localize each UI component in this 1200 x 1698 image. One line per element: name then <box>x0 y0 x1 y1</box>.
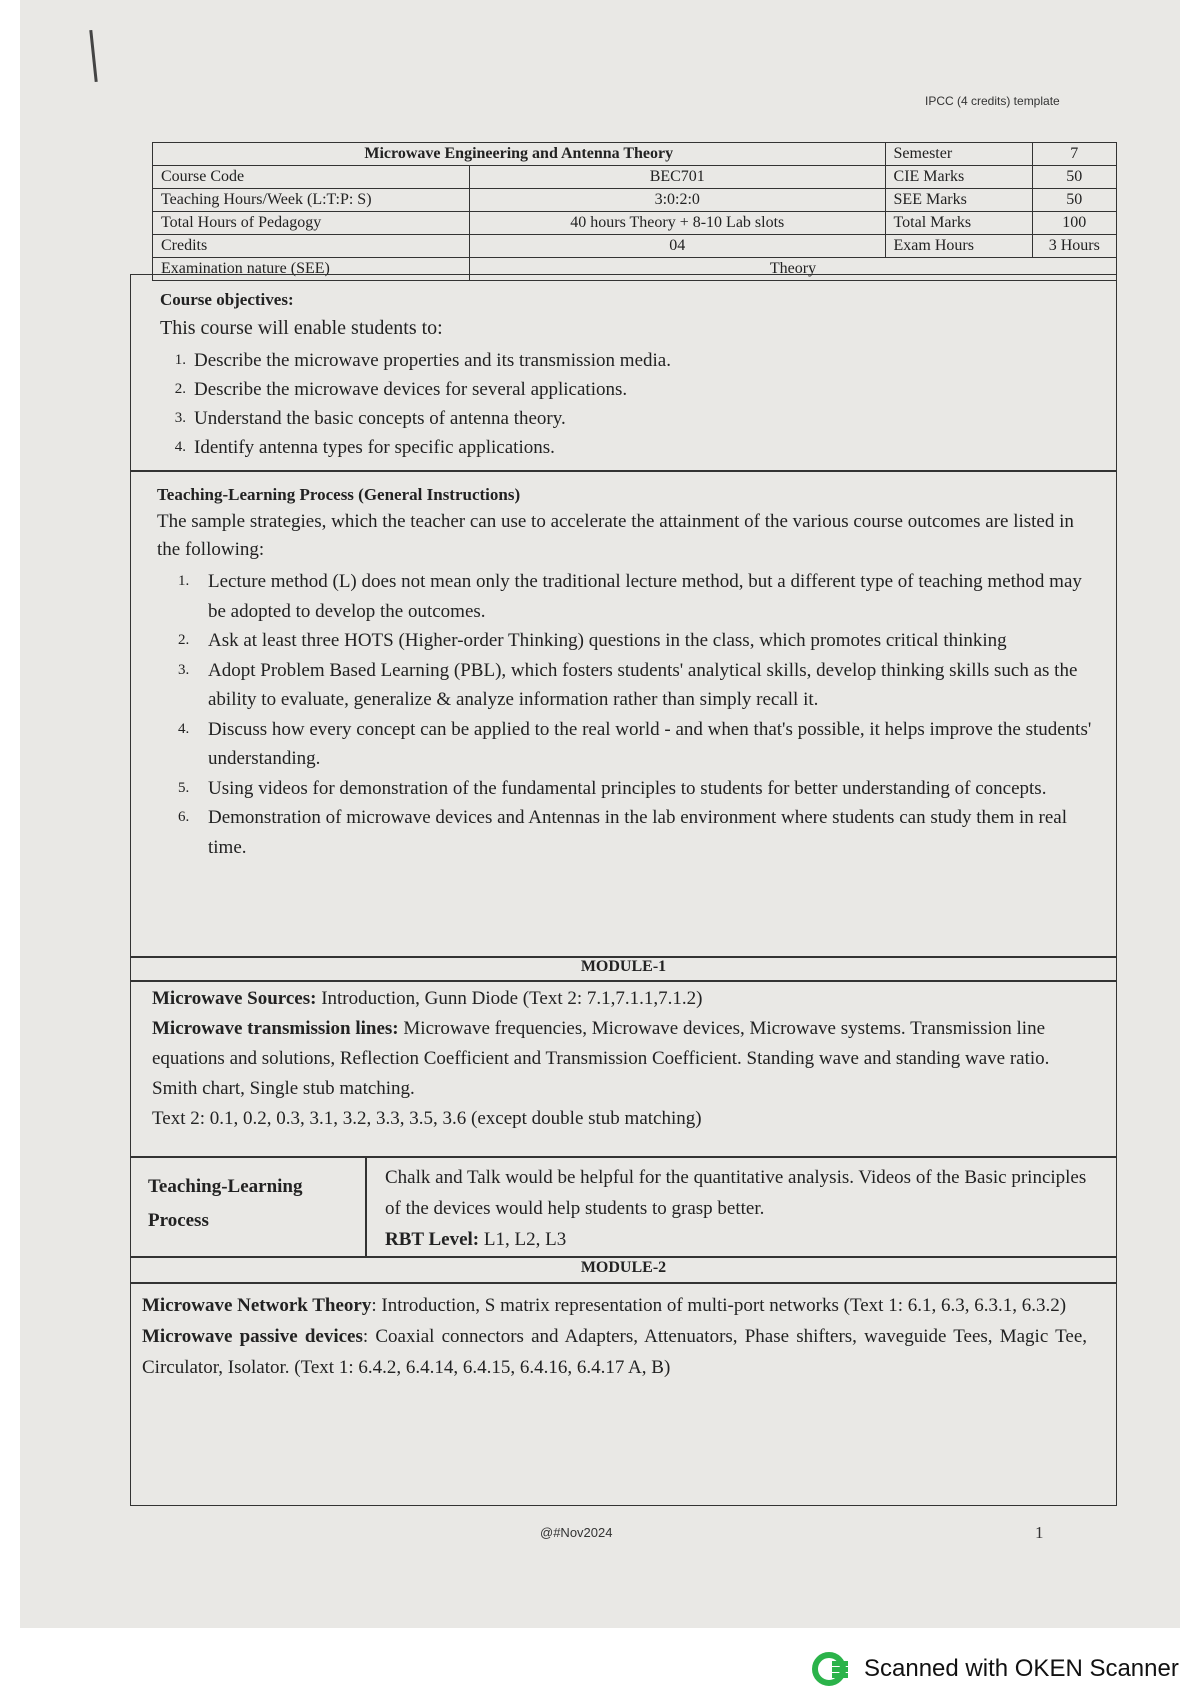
row-right-value: 3 Hours <box>1032 235 1116 258</box>
course-info-table <box>152 142 1117 281</box>
module-2-title: MODULE-2 <box>580 1259 667 1276</box>
row-label: Examination nature (SEE) <box>153 258 470 281</box>
list-item: 3. Adopt Problem Based Learning (PBL), which fosters students' analytical skills, develop thinking skills such as the ability to evaluate, generalize & analyze information rather than simply recall it. <box>178 659 1078 710</box>
table-row <box>153 235 1117 258</box>
mod2-passive-label: Microwave passive devices <box>142 1326 363 1347</box>
divider <box>130 1156 1117 1158</box>
course-title: Microwave Engineering and Antenna Theory <box>153 143 886 166</box>
row-right-value: 50 <box>1032 189 1116 212</box>
row-label: Credits <box>153 235 470 258</box>
table-row <box>153 212 1117 235</box>
objectives-intro: This course will enable students to: <box>160 317 443 339</box>
row-label: Total Hours of Pedagogy <box>153 212 470 235</box>
list-item: 1. Lecture method (L) does not mean only the traditional lecture method, but a different type of teaching method may be adopted to develop the outcomes. <box>178 571 1082 622</box>
row-value: Theory <box>470 258 1117 281</box>
list-item: 3. Understand the basic concepts of antenna theory. <box>174 408 566 429</box>
pen-mark <box>89 30 97 82</box>
tl-intro: The sample strategies, which the teacher can use to accelerate the attainment of the various course outcomes are listed in the following: <box>157 511 1074 560</box>
tl-heading: Teaching-Learning Process (General Instructions) <box>157 485 521 504</box>
list-item: 2. Describe the microwave devices for several applications. <box>174 379 628 400</box>
list-item: 4. Discuss how every concept can be applied to the real world - and when that's possible, it helps improve the students' understanding. <box>178 718 1092 769</box>
row-right-label: Exam Hours <box>885 235 1032 258</box>
footer-date: @#Nov2024 <box>540 1525 613 1540</box>
table-row <box>153 189 1117 212</box>
tl-list <box>178 567 1093 862</box>
divider <box>130 980 1117 982</box>
mod2-network-label: Microwave Network Theory <box>142 1295 372 1316</box>
row-right-label: CIE Marks <box>885 166 1032 189</box>
template-tag: IPCC (4 credits) template <box>925 94 1060 108</box>
list-item: 1. Describe the microwave properties and its transmission media. <box>174 350 671 371</box>
objectives-list <box>160 346 671 462</box>
row-value: 04 <box>470 235 886 258</box>
row-right-value: 50 <box>1032 166 1116 189</box>
mod1-sources-label: Microwave Sources: <box>152 988 317 1009</box>
list-item: 6. Demonstration of microwave devices and Antennas in the lab environment where students can study them in real time. <box>178 807 1067 858</box>
objectives-heading: Course objectives: <box>160 290 294 309</box>
scanner-watermark <box>812 1650 1179 1688</box>
module-1-title: MODULE-1 <box>580 958 667 975</box>
row-right-label: SEE Marks <box>885 189 1032 212</box>
scanner-logo-icon <box>812 1650 850 1688</box>
table-row <box>153 166 1117 189</box>
list-item: 2. Ask at least three HOTS (Higher-order Thinking) questions in the class, which promotes critical thinking <box>178 630 1007 651</box>
module-1-content: Microwave Sources: Introduction, Gunn Diode (Text 2: 7.1,7.1.1,7.1.2) Microwave transmission lines: Microwave frequencies, Microwave devices, Microwave systems. Transmission line equations and solutions, Reflection Coefficient and Transmission Coefficient. Standing wave and standing wave ratio. Smith chart, Single stub matching. Text 2: 0.1, 0.2, 0.3, 3.1, 3.2, 3.3, 3.5, 3.6 (except double stub matching) <box>152 984 1087 1134</box>
row-label: Course Code <box>153 166 470 189</box>
divider <box>130 1282 1117 1284</box>
row-value: 3:0:2:0 <box>470 189 886 212</box>
row-label: Teaching Hours/Week (L:T:P: S) <box>153 189 470 212</box>
row-right-label: Total Marks <box>885 212 1032 235</box>
row-right-value: 100 <box>1032 212 1116 235</box>
list-item: 5. Using videos for demonstration of the fundamental principles to students for better understanding of concepts. <box>178 777 1047 799</box>
divider <box>130 1256 1117 1258</box>
list-item: 4. Identify antenna types for specific applications. <box>174 437 555 458</box>
rbt-label: RBT Level: <box>385 1229 480 1250</box>
mod1-tl-content: Chalk and Talk would be helpful for the quantitative analysis. Videos of the Basic principles of the devices would help students to grasp better. RBT Level: L1, L2, L3 <box>385 1167 1087 1250</box>
module-2-content: Microwave Network Theory: Introduction, S matrix representation of multi-port networks (Text 1: 6.1, 6.3, 6.3.1, 6.3.2) Microwave passive devices: Coaxial connectors and Adapters, Attenuators, Phase shifters, waveguide Tees, Magic Tee, Circulator, Isolator. (Text 1: 6.4.2, 6.4.14, 6.4.15, 6.4.16, 6.4.17 A, B) <box>142 1295 1088 1378</box>
row-value: 40 hours Theory + 8-10 Lab slots <box>470 212 886 235</box>
semester-value: 7 <box>1032 143 1116 166</box>
divider <box>130 470 1117 472</box>
page-number: 1 <box>1035 1523 1044 1542</box>
row-value: BEC701 <box>470 166 886 189</box>
scanner-text: Scanned with OKEN Scanner <box>864 1655 1179 1682</box>
divider <box>365 1156 367 1256</box>
semester-label: Semester <box>885 143 1032 166</box>
mod1-tlines-label: Microwave transmission lines: <box>152 1018 399 1039</box>
mod1-text-refs: Text 2: 0.1, 0.2, 0.3, 3.1, 3.2, 3.3, 3.5, 3.6 (except double stub matching) <box>152 1108 702 1129</box>
mod1-tl-label: Teaching-Learning Process <box>148 1176 303 1231</box>
